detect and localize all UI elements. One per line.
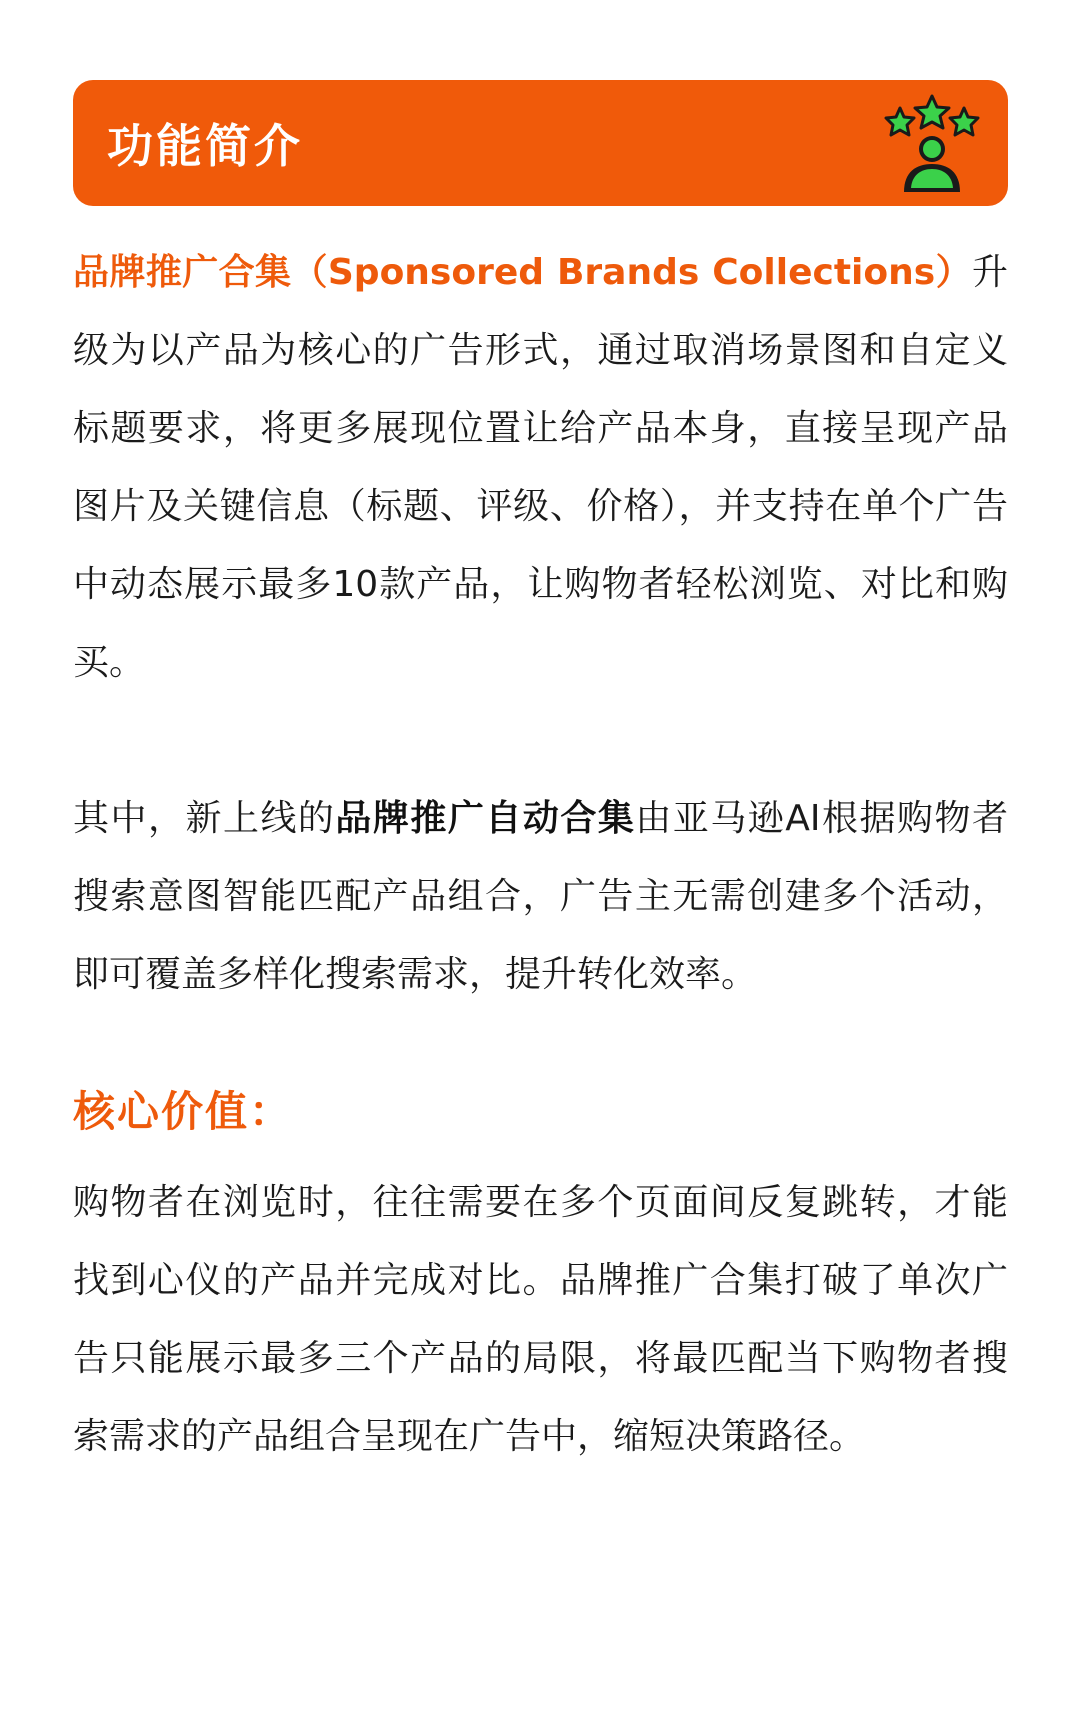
core-value-heading: 核心价值： xyxy=(73,1087,294,1136)
intro-highlight: 品牌推广合集（Sponsored Brands Collections） xyxy=(73,252,972,293)
article xyxy=(73,80,1008,1476)
auto-text: 由亚马逊AI根据购物者搜索意图智能匹配产品组合，广告主无需创建多个活动，即可覆盖多样化搜索需求，提升转化效率。 xyxy=(73,798,1008,995)
section-title: 功能简介 xyxy=(107,119,303,173)
rating-user-stars-icon xyxy=(880,94,984,194)
section-header-banner xyxy=(73,80,1008,206)
intro-paragraph xyxy=(73,234,1008,702)
auto-bold-term: 品牌推广自动合集 xyxy=(335,798,636,839)
auto-collection-paragraph xyxy=(73,780,1008,1014)
auto-prefix: 其中，新上线的 xyxy=(73,798,336,839)
core-value-paragraph: 购物者在浏览时，往往需要在多个页面间反复跳转，才能找到心仪的产品并完成对比。品牌推广合集打破了单次广告只能展示最多三个产品的局限，将最匹配当下购物者搜索需求的产品组合呈现在广告中，缩短决策路径。 xyxy=(73,1182,1008,1457)
intro-text: 升级为以产品为核心的广告形式，通过取消场景图和自定义标题要求，将更多展现位置让给产品本身，直接呈现产品图片及关键信息（标题、评级、价格），并支持在单个广告中动态展示最多10款产品，让购物者轻松浏览、对比和购买。 xyxy=(73,252,1008,683)
